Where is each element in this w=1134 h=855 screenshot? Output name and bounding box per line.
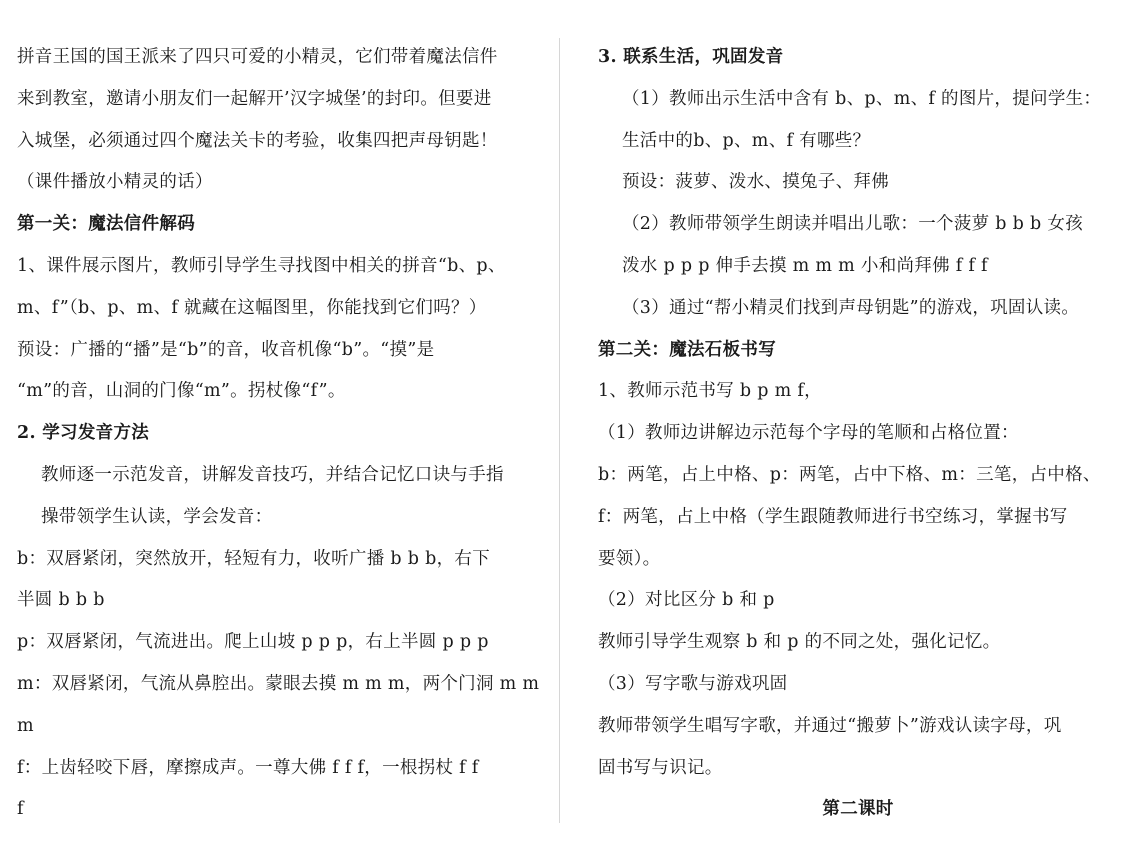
left-text-line: f：上齿轻咬下唇，摩擦成声。一尊大佛 f f f，一根拐杖 f f — [17, 757, 479, 778]
right-heading: 第二课时 — [822, 799, 894, 820]
left-text-line: m、f”（b、p、m、f 就藏在这幅图里，你能找到它们吗？） — [17, 297, 487, 318]
left-text-line: 入城堡，必须通过四个魔法关卡的考验，收集四把声母钥匙！ — [17, 130, 498, 151]
left-text-line: b：双唇紧闭，突然放开，轻短有力，收听广播 b b b，右下 — [17, 548, 490, 569]
right-text-line: b：两笔，占上中格、p：两笔，占中下格、m：三笔，占中格、 — [598, 465, 1101, 485]
left-text-line: 1、课件展示图片，教师引导学生寻找图中相关的拼音“b、p、 — [17, 256, 506, 276]
left-text-line: 教师逐一示范发音，讲解发音技巧，并结合记忆口诀与手指 — [41, 465, 504, 485]
left-heading: 2. 学习发音方法 — [17, 423, 150, 444]
right-text-line: 教师引导学生观察 b 和 p 的不同之处，强化记忆。 — [598, 632, 1001, 653]
right-text-line: （3）通过“帮小精灵们找到声母钥匙”的游戏，巩固认读。 — [622, 297, 1080, 318]
left-text-line: “m”的音，山洞的门像“m”。拐杖像“f”。 — [17, 381, 346, 402]
right-text-line: 预设：菠萝、泼水、摸兔子、拜佛 — [622, 172, 889, 193]
right-text-line: （3）写字歌与游戏巩固 — [598, 674, 788, 694]
right-text-line: （1）教师边讲解边示范每个字母的笔顺和占格位置： — [598, 423, 1019, 444]
right-text-line: f：两笔，占上中格（学生跟随教师进行书空练习，掌握书写 — [598, 506, 1068, 527]
left-text-line: 半圆 b b b — [17, 590, 105, 611]
left-text-line: m — [17, 715, 34, 736]
right-text-line: 泼水 p p p 伸手去摸 m m m 小和尚拜佛 f f f — [622, 256, 988, 276]
right-text-line: 教师带领学生唱写字歌，并通过“搬萝卜”游戏认读字母，巩 — [598, 715, 1062, 736]
right-heading: 3. 联系生活，巩固发音 — [598, 47, 784, 67]
right-text-line: （2）教师带领学生朗读并唱出儿歌：一个菠萝 b b b 女孩 — [622, 214, 1083, 235]
right-text-line: （2）对比区分 b 和 p — [598, 590, 775, 611]
left-text-line: 预设：广播的“播”是“b”的音，收音机像“b”。“摸”是 — [17, 339, 435, 360]
right-text-line: 固书写与识记。 — [598, 757, 723, 778]
left-text-line: f — [17, 799, 24, 820]
column-divider — [559, 38, 560, 823]
left-text-line: （课件播放小精灵的话） — [17, 172, 213, 193]
left-text-line: 操带领学生认读，学会发音： — [41, 506, 273, 527]
left-text-line: 来到教室，邀请小朋友们一起解开’汉字城堡’的封印。但要进 — [17, 88, 492, 109]
right-text-line: 1、教师示范书写 b p m f， — [598, 381, 822, 402]
right-text-line: （1）教师出示生活中含有 b、p、m、f 的图片，提问学生： — [622, 88, 1102, 109]
right-heading: 第二关：魔法石板书写 — [598, 339, 776, 360]
left-text-line: m：双唇紧闭，气流从鼻腔出。蒙眼去摸 m m m，两个门洞 m m — [17, 674, 540, 694]
right-text-line: 生活中的b、p、m、f 有哪些？ — [622, 130, 871, 151]
left-text-line: p：双唇紧闭，气流进出。爬上山坡 p p p，右上半圆 p p p — [17, 632, 489, 653]
right-text-line: 要领）。 — [598, 548, 661, 569]
left-heading: 第一关：魔法信件解码 — [17, 214, 195, 235]
left-text-line: 拼音王国的国王派来了四只可爱的小精灵，它们带着魔法信件 — [17, 47, 498, 67]
